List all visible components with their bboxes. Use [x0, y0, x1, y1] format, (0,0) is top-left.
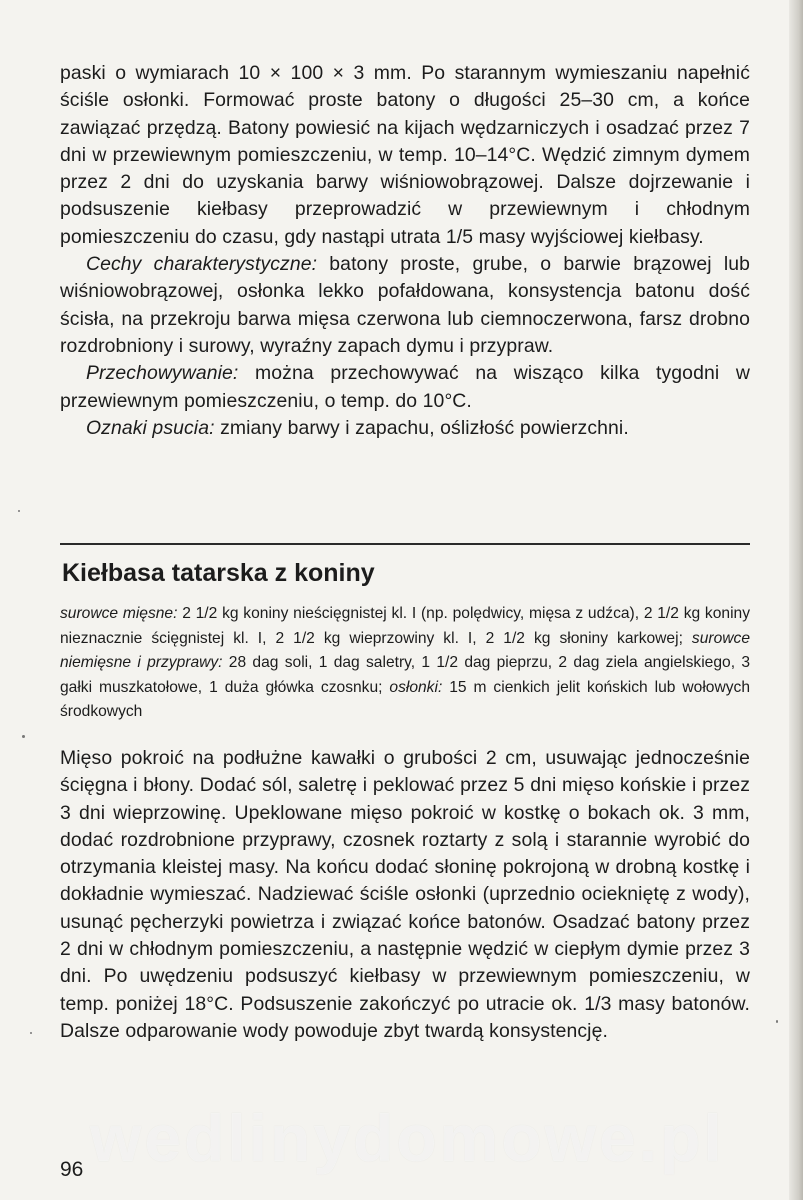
paragraph-features	[60, 251, 750, 360]
features-label: Cechy charakterystyczne:	[86, 253, 318, 276]
ingredients-block	[60, 602, 750, 725]
watermark-text: wedlinydomowe.pl	[90, 1101, 725, 1175]
recipe-title: Kiełbasa tatarska z koniny	[62, 559, 375, 587]
meat-label: surowce mięsne:	[60, 605, 178, 622]
instructions-block	[60, 745, 750, 1045]
nonmeat-label: surowce niemięsne i przyprawy:	[60, 629, 750, 671]
storage-text: można przechowywać na wisząco kilka tygodni w przewiewnym pomieszczeniu, o temp. do 10°C.	[60, 362, 750, 412]
casings-label: osłonki:	[389, 678, 443, 696]
page-number: 96	[60, 1158, 84, 1181]
top-section	[60, 60, 750, 442]
paragraph-storage	[60, 360, 750, 415]
page-edge-shadow	[789, 0, 803, 1200]
paragraph-method-continued: paski o wymiarach 10 × 100 × 3 mm. Po starannym wymieszaniu napełnić ściśle osłonki. Formować proste batony o długości 25–30 cm, a końce zawiązać przędzą. Batony powiesić na kijach wędzarniczych i osadzać przez 7 dni w przewiewnym pomieszczeniu, w temp. 10–14°C. Wędzić zimnym dymem przez 2 dni do uzyskania barwy wiśniowobrązowej. Dalsze dojrzewanie i podsuszenie kiełbasy przeprowadzić w przewiewnym i chłodnym pomieszczeniu do czasu, gdy nastąpi utrata 1/5 masy wyjściowej kiełbasy.	[60, 62, 750, 248]
ingredients-list	[60, 602, 750, 725]
spoilage-text: zmiany barwy i zapachu, oślizłość powierzchni.	[214, 416, 629, 439]
features-text: batony proste, grube, o barwie brązowej lub wiśniowobrązowej, osłonka lekko pofałdowana, konsystencja batonu dość ścisła, na przekroju barwa mięsa czerwona lub ciemnoczerwona, farsz drobno rozdrobniony i surowy, wyraźny zapach dymu i przypraw.	[60, 253, 750, 357]
nonmeat-text: 28 dag soli, 1 dag saletry, 1 1/2 dag pieprzu, 2 dag ziela angielskiego, 3 gałki muszkatołowe, 1 duża główka czosnku;	[60, 654, 750, 696]
scan-speck	[18, 510, 20, 512]
storage-label: Przechowywanie:	[86, 362, 239, 385]
instructions-paragraph: Mięso pokroić na podłużne kawałki o grubości 2 cm, usuwając jednocześnie ścięgna i błony. Dodać sól, saletrę i peklować przez 5 dni mięso końskie i przez 3 dni wieprzowinę. Upeklowane mięso pokroić w kostkę o bokach ok. 3 mm, dodać rozdrobnione przyprawy, czosnek roztarty z solą i starannie wyrobić do otrzymania kleistej masy. Na końcu dodać słoninę pokrojoną w drobną kostkę i dokładnie wymieszać. Nadziewać ściśle osłonki (uprzednio ociekniętę z wody), usunąć pęcherzyki powietrza i związać końce batonów. Osadzać batony przez 2 dni w chłodnym pomieszczeniu, a następnie wędzić w ciepłym dymie przez 3 dni. Po uwędzeniu podsuszyć kiełbasy w przewiewnym pomieszczeniu, w temp. poniżej 18°C. Podsuszenie zakończyć po utracie ok. 1/3 masy batonów. Dalsze odparowanie wody powoduje zbyt twardą konsystencję.	[60, 747, 750, 1042]
casings-text: 15 m cienkich jelit końskich lub wołowych środkowych	[60, 678, 750, 720]
scan-speck	[776, 1020, 778, 1023]
paragraph-spoilage	[60, 415, 750, 442]
scan-speck	[30, 1032, 32, 1034]
spoilage-label: Oznaki psucia:	[86, 416, 215, 439]
section-divider	[60, 543, 750, 545]
scan-speck	[22, 735, 25, 738]
meat-text: 2 1/2 kg koniny nieścięgnistej kl. I (np. polędwicy, mięsa z udźca), 2 1/2 kg koniny nieznacznie ścięgnistej kl. I, 2 1/2 kg wieprzowiny kl. I, 2 1/2 kg słoniny karkowej;	[60, 605, 751, 647]
